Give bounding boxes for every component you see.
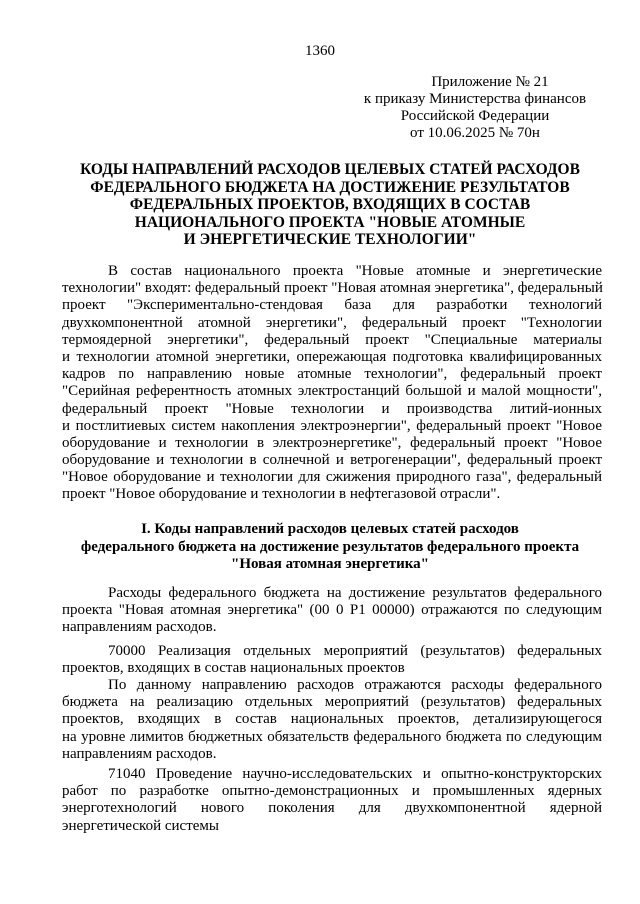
section-title bbox=[40, 521, 620, 574]
appendix-order-reference: к приказу Министерства финансов bbox=[363, 91, 587, 107]
appendix-date: от 10.06.2025 № 70н bbox=[410, 125, 540, 141]
text-line: 71040 Проведение научно-исследовательских и опытно-конструкторских bbox=[108, 766, 602, 782]
text-line: "Серийная референтность атомных электростанций большой и малой мощности", bbox=[62, 383, 602, 400]
text-line: По данному направлению расходов отражаются расходы федерального bbox=[108, 677, 602, 693]
text-line: энергетической системы bbox=[62, 817, 219, 834]
main-title-line: ФЕДЕРАЛЬНЫХ ПРОЕКТОВ, ВХОДЯЩИХ В СОСТАВ bbox=[129, 196, 531, 213]
text-line: проект "Экспериментально-стендовая база для разработки технологий bbox=[62, 297, 602, 314]
text-line: двухкомпонентной атомной энергетики", федеральный проект "Технологии bbox=[62, 314, 602, 331]
text-line: проектов, входящих в состав национальных проектов bbox=[62, 660, 405, 677]
section-title-line: федерального бюджета на достижение результатов федерального проекта bbox=[80, 538, 580, 555]
text-line: и постлитиевых систем накопления электроэнергии", федеральный проект "Новое bbox=[62, 417, 602, 434]
text-line: бюджета на реализацию отдельных мероприятий (результатов) федеральных bbox=[62, 694, 602, 711]
text-line: и технологии атомной энергетики, опережающая подготовка квалифицированных bbox=[62, 348, 602, 365]
text-line: термоядерной энергетики", федеральный проект "Специальные материалы bbox=[62, 331, 602, 348]
main-title-line: И ЭНЕРГЕТИЧЕСКИЕ ТЕХНОЛОГИИ" bbox=[183, 231, 477, 248]
appendix-issuer: Российской Федерации bbox=[400, 108, 550, 124]
section-title-line: "Новая атомная энергетика" bbox=[231, 556, 429, 572]
appendix-number: Приложение № 21 bbox=[431, 74, 549, 90]
text-line: В состав национального проекта "Новые атомные и энергетические bbox=[108, 263, 602, 279]
paragraph-expenses-intro bbox=[62, 585, 602, 637]
paragraph-code-70000 bbox=[62, 643, 602, 677]
main-title bbox=[40, 161, 620, 249]
main-title-line: КОДЫ НАПРАВЛЕНИЙ РАСХОДОВ ЦЕЛЕВЫХ СТАТЕЙ РАСХОДОВ bbox=[80, 161, 580, 178]
paragraph-code-71040 bbox=[62, 766, 602, 835]
appendix-block bbox=[350, 74, 600, 142]
main-title-line: ФЕДЕРАЛЬНОГО БЮДЖЕТА НА ДОСТИЖЕНИЕ РЕЗУЛЬТАТОВ bbox=[90, 178, 570, 196]
text-line: кадров по направлению новые атомные технологии", федеральный проект bbox=[62, 366, 602, 383]
text-line: работ по разработке опытно-демонстрационных и промышленных ядерных bbox=[62, 783, 602, 800]
text-line: Расходы федерального бюджета на достижение результатов федерального bbox=[108, 585, 602, 601]
main-title-line: НАЦИОНАЛЬНОГО ПРОЕКТА "НОВЫЕ АТОМНЫЕ bbox=[134, 213, 526, 231]
text-line: проект "Новое оборудование и технологии в нефтегазовой отрасли". bbox=[62, 486, 501, 503]
text-line: направлениям расходов. bbox=[62, 619, 217, 636]
text-line: оборудование и технологии в электроэнергетике", федеральный проект "Новое bbox=[62, 434, 602, 451]
text-line: федеральный проект "Новые технологии и производства литий-ионных bbox=[62, 400, 602, 417]
text-line: проектов, входящих в состав национальных проектов, детализирующегося bbox=[62, 711, 602, 728]
section-title-line: I. Коды направлений расходов целевых статей расходов bbox=[141, 521, 519, 537]
text-line: оборудование и технологии в солнечной и ветрогенерации", федеральный проект bbox=[62, 452, 602, 469]
intro-paragraph bbox=[62, 263, 602, 504]
text-line: "Новое оборудование и технологии для сжижения природного газа", федеральный bbox=[62, 469, 602, 486]
paragraph-code-70000-description bbox=[62, 677, 602, 763]
text-line: направлениям расходов. bbox=[62, 745, 217, 762]
text-line: на уровне лимитов бюджетных обязательств федерального бюджета по следующим bbox=[62, 728, 602, 745]
text-line: 70000 Реализация отдельных мероприятий (результатов) федеральных bbox=[108, 643, 602, 659]
text-line: энерготехнологий нового поколения для двухкомпонентной ядерной bbox=[62, 800, 602, 817]
text-line: проекта "Новая атомная энергетика" (00 0 Р1 00000) отражаются по следующим bbox=[62, 602, 602, 619]
page-number: 1360 bbox=[305, 43, 335, 59]
text-line: технологии" входят: федеральный проект "Новая атомная энергетика", федеральный bbox=[62, 280, 603, 297]
